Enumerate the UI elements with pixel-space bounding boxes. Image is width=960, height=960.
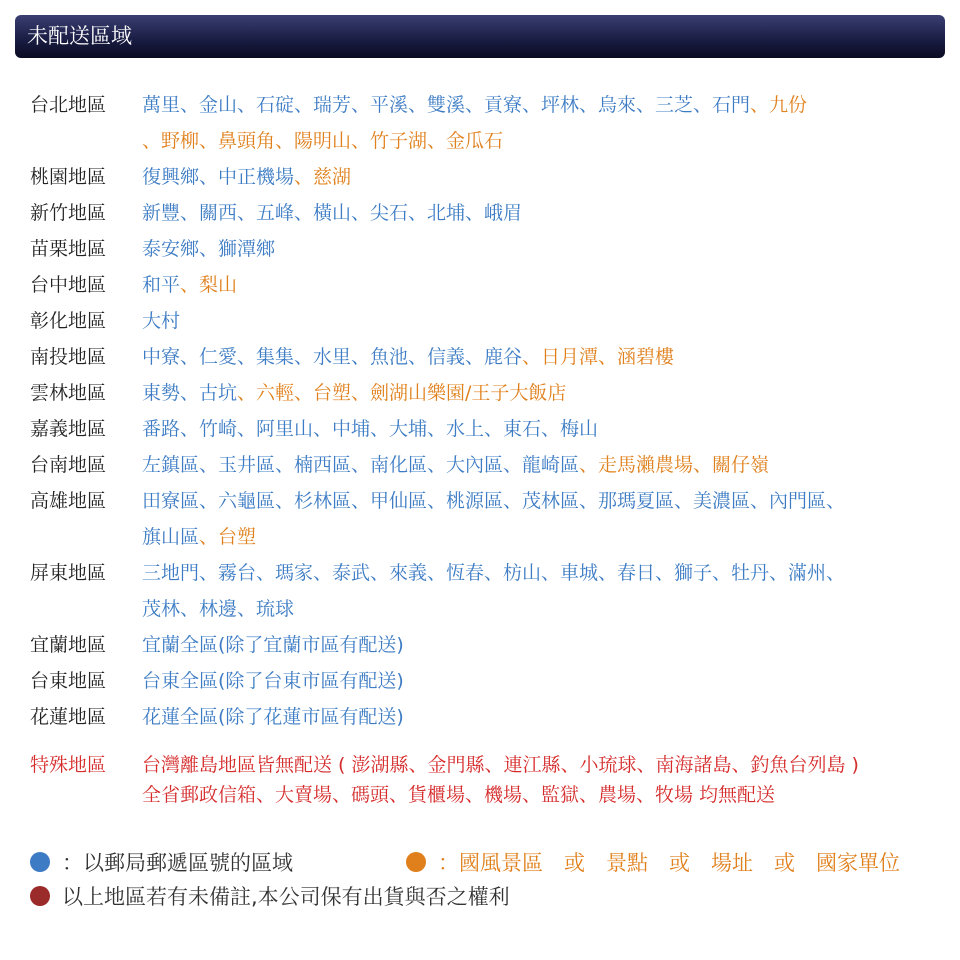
scenic-places: 、走馬瀨農場、關仔嶺 (579, 454, 770, 476)
postal-places: 田寮區、六龜區、杉林區、甲仙區、桃源區、茂林區、那瑪夏區、美濃區、內門區、 (142, 490, 846, 512)
region-name: 南投地區 (30, 346, 107, 368)
region-places (142, 411, 945, 447)
legend-postal-text: ：以郵局郵遞區號的區域 (62, 851, 293, 875)
postal-places: 新豐、關西、五峰、橫山、尖石、北埔、峨眉 (142, 202, 523, 224)
postal-places: 旗山區 (142, 526, 200, 548)
region-name: 苗栗地區 (30, 238, 107, 260)
region-places (142, 231, 945, 267)
postal-places: 番路、竹崎、阿里山、中埔、大埔、水上、東石、梅山 (142, 418, 599, 440)
postal-places: 東勢、古坑 (142, 382, 238, 404)
region-name: 台中地區 (30, 274, 107, 296)
region-places (142, 483, 945, 555)
region-places (142, 555, 945, 627)
postal-places: 中寮、仁愛、集集、水里、魚池、信義、鹿谷 (142, 346, 523, 368)
special-note-facilities: 全省郵政信箱、大賣場、碼頭、貨櫃場、機場、監獄、農場、牧場 均無配送 (142, 784, 776, 806)
region-places (142, 447, 945, 483)
region-list (30, 87, 945, 810)
region-row-taitung (30, 663, 945, 699)
postal-places: 宜蘭全區(除了宜蘭市區有配送) (142, 634, 404, 656)
region-places (142, 303, 945, 339)
region-name: 特殊地區 (30, 754, 107, 776)
scenic-places: 、台塑 (199, 526, 257, 548)
legend-postal (30, 847, 406, 877)
legend-row-1 (30, 845, 945, 879)
legend-scenic (406, 847, 900, 877)
region-row-miaoli (30, 231, 945, 267)
orange-dot-icon (406, 852, 426, 872)
region-name: 嘉義地區 (30, 418, 107, 440)
region-name: 桃園地區 (30, 166, 107, 188)
scenic-places: 、野柳、鼻頭角、陽明山、竹子湖、金瓜石 (142, 130, 504, 152)
scenic-places: 、日月潭、涵碧樓 (522, 346, 675, 368)
region-row-taichung (30, 267, 945, 303)
region-name: 台北地區 (30, 94, 107, 116)
region-row-hsinchu (30, 195, 945, 231)
region-name: 高雄地區 (30, 490, 107, 512)
region-row-tainan (30, 447, 945, 483)
postal-places: 茂林、林邊、琉球 (142, 598, 295, 620)
region-name: 彰化地區 (30, 310, 107, 332)
region-places (142, 195, 945, 231)
region-row-chiayi (30, 411, 945, 447)
legend (30, 845, 945, 913)
region-name: 台南地區 (30, 454, 107, 476)
postal-places: 大村 (142, 310, 181, 332)
region-places (142, 663, 945, 699)
region-row-hualien (30, 699, 945, 735)
region-row-special (30, 747, 945, 810)
region-row-changhua (30, 303, 945, 339)
legend-row-2 (30, 879, 945, 913)
special-note-islands: 台灣離島地區皆無配送 ( 澎湖縣、金門縣、連江縣、小琉球、南海諸島、釣魚台列島 ) (142, 754, 859, 776)
scenic-places: 、六輕、台塑、劍湖山樂園/王子大飯店 (237, 382, 567, 404)
region-row-yunlin (30, 375, 945, 411)
postal-places: 萬里、金山、石碇、瑞芳、平溪、雙溪、貢寮、坪林、烏來、三芝、石門 (142, 94, 751, 116)
postal-places: 和平 (142, 274, 181, 296)
region-places (142, 159, 945, 195)
region-name: 台東地區 (30, 670, 107, 692)
region-name: 新竹地區 (30, 202, 107, 224)
postal-places: 復興鄉、中正機場 (142, 166, 295, 188)
region-places (142, 267, 945, 303)
scenic-places: 、九份 (750, 94, 808, 116)
postal-places: 花蓮全區(除了花蓮市區有配送) (142, 706, 404, 728)
postal-places: 左鎮區、玉井區、楠西區、南化區、大內區、龍崎區 (142, 454, 580, 476)
postal-places: 泰安鄉、獅潭鄉 (142, 238, 276, 260)
blue-dot-icon (30, 852, 50, 872)
region-places (142, 699, 945, 735)
postal-places: 台東全區(除了台東市區有配送) (142, 670, 404, 692)
legend-notice (30, 881, 510, 911)
region-places (142, 375, 945, 411)
scenic-places: 、慈湖 (294, 166, 352, 188)
region-row-taoyuan (30, 159, 945, 195)
region-row-yilan (30, 627, 945, 663)
red-dot-icon (30, 886, 50, 906)
region-places (142, 627, 945, 663)
region-places (142, 339, 945, 375)
postal-places: 三地門、霧台、瑪家、泰武、來義、恆春、枋山、車城、春日、獅子、牡丹、滿州、 (142, 562, 846, 584)
region-name: 屏東地區 (30, 562, 107, 584)
region-places (142, 87, 945, 159)
region-row-pingtung (30, 555, 945, 627)
special-notes (142, 747, 945, 810)
page-title: 未配送區域 (15, 15, 945, 58)
region-row-taipei (30, 87, 945, 159)
scenic-places: 、梨山 (180, 274, 238, 296)
region-name: 花蓮地區 (30, 706, 107, 728)
legend-scenic-text: ：國風景區 或 景點 或 場址 或 國家單位 (438, 851, 900, 875)
legend-notice-text: 以上地區若有未備註,本公司保有出貨與否之權利 (62, 885, 510, 909)
region-name: 宜蘭地區 (30, 634, 107, 656)
region-name: 雲林地區 (30, 382, 107, 404)
region-row-nantou (30, 339, 945, 375)
region-row-kaohsiung (30, 483, 945, 555)
